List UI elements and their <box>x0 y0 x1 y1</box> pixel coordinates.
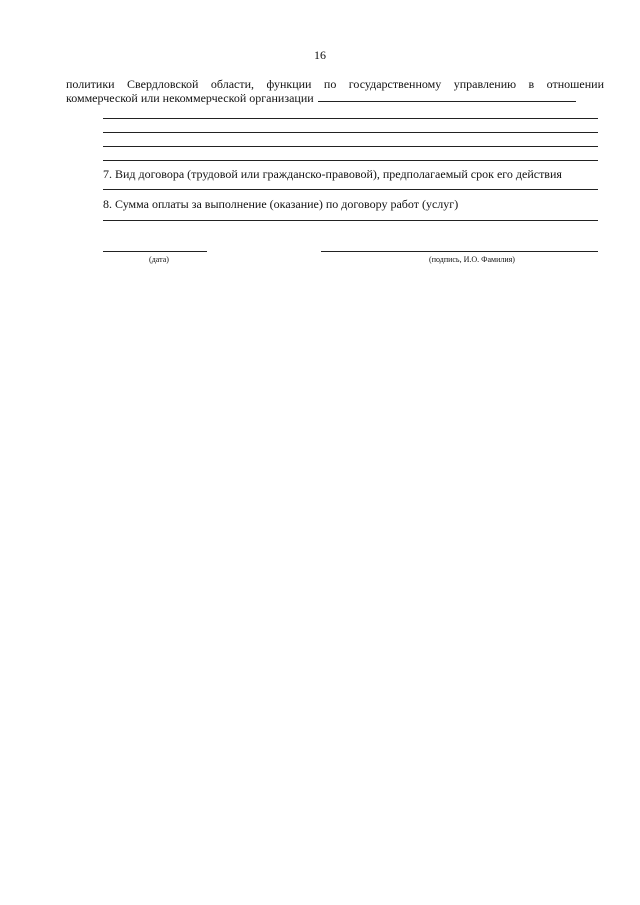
signature-caption: (подпись, И.О. Фамилия) <box>429 255 515 264</box>
item-7-text: 7. Вид договора (трудовой или гражданско-правовой), предполагаемый срок его действия <box>103 167 562 181</box>
page-number: 16 <box>314 48 326 62</box>
item-8-text: 8. Сумма оплаты за выполнение (оказание) по договору работ (услуг) <box>103 197 459 211</box>
blank-rule-3 <box>103 146 598 147</box>
paragraph-line-1: политики Свердловской области, функции по государственному управлению в отношении <box>66 77 604 91</box>
paragraph-line-2 <box>66 91 604 105</box>
date-caption: (дата) <box>149 255 169 264</box>
blank-rule-4 <box>103 160 598 161</box>
signature-line <box>321 251 598 252</box>
blank-rule-2 <box>103 132 598 133</box>
item-8-blank-rule <box>103 220 598 221</box>
date-line <box>103 251 207 252</box>
item-7-blank-rule <box>103 189 598 190</box>
organization-blank-line <box>318 91 576 102</box>
paragraph-line-2-text: коммерческой или некоммерческой организации <box>66 91 314 105</box>
blank-rule-1 <box>103 118 598 119</box>
